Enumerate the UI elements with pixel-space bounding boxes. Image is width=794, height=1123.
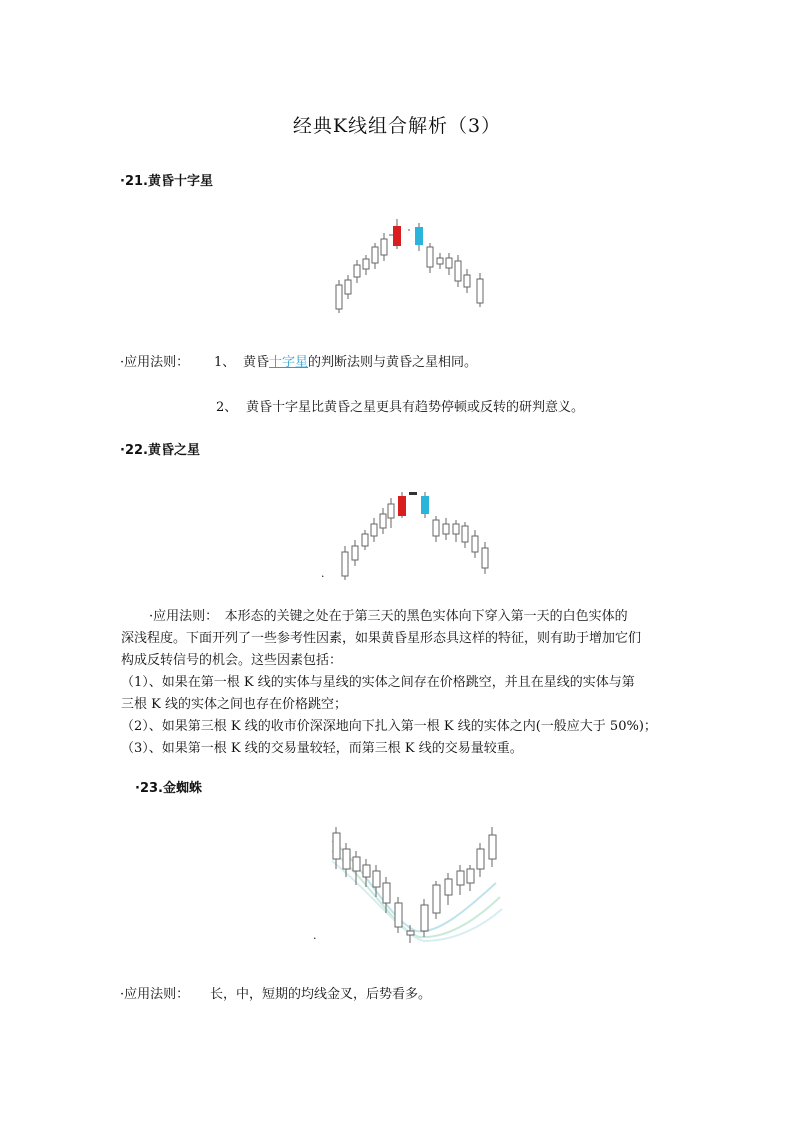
paragraph-line: ·应用法则： 本形态的关键之处在于第三天的黑色实体向下穿入第一天的白色实体的: [149, 609, 628, 624]
list-item-number: 1、: [214, 355, 236, 370]
section-22-paragraph: [121, 606, 673, 760]
list-item-1: 黄昏十字星的判断法则与黄昏之星相同。: [243, 355, 478, 370]
page-title: 经典K线组合解析（3）: [292, 115, 502, 137]
rule-label: ·应用法则：: [120, 987, 190, 1002]
section-21-heading: ·21.黄昏十字星: [120, 174, 213, 189]
stray-dot: .: [321, 567, 325, 580]
paragraph-line: 构成反转信号的机会。这些因素包括：: [121, 653, 343, 668]
chart-golden-spider: [324, 825, 504, 943]
doji-star-link[interactable]: 十字星: [269, 355, 309, 370]
chart-evening-star: [336, 488, 496, 583]
paragraph-line: （3）、如果第一根 K 线的交易量较轻，而第三根 K 线的交易量较重。: [121, 741, 523, 756]
paragraph-line: 深浅程度。下面开列了一些参考性因素，如果黄昏星形态具这样的特征，则有助于增加它们: [121, 631, 642, 646]
list-item-2: 黄昏十字星比黄昏之星更具有趋势停顿或反转的研判意义。: [246, 400, 585, 415]
section-23-heading: ·23.金蜘蛛: [135, 781, 202, 796]
rule-text: 长，中，短期的均线金叉，后势看多。: [210, 987, 432, 1002]
section-22-heading: ·22.黄昏之星: [120, 443, 200, 458]
rule-label: ·应用法则：: [120, 355, 190, 370]
paragraph-line: （2）、如果第三根 K 线的收市价深深地向下扎入第一根 K 线的实体之内(一般应大于 50%)；: [121, 719, 657, 734]
paragraph-line: （1）、如果在第一根 K 线的实体与星线的实体之间存在价格跳空，并且在星线的实体与第: [121, 675, 635, 690]
stray-dot: .: [313, 929, 317, 942]
chart-evening-doji-star: [330, 215, 490, 315]
list-item-number: 2、: [216, 400, 238, 415]
paragraph-line: 三根 K 线的实体之间也存在价格跳空；: [121, 697, 347, 712]
